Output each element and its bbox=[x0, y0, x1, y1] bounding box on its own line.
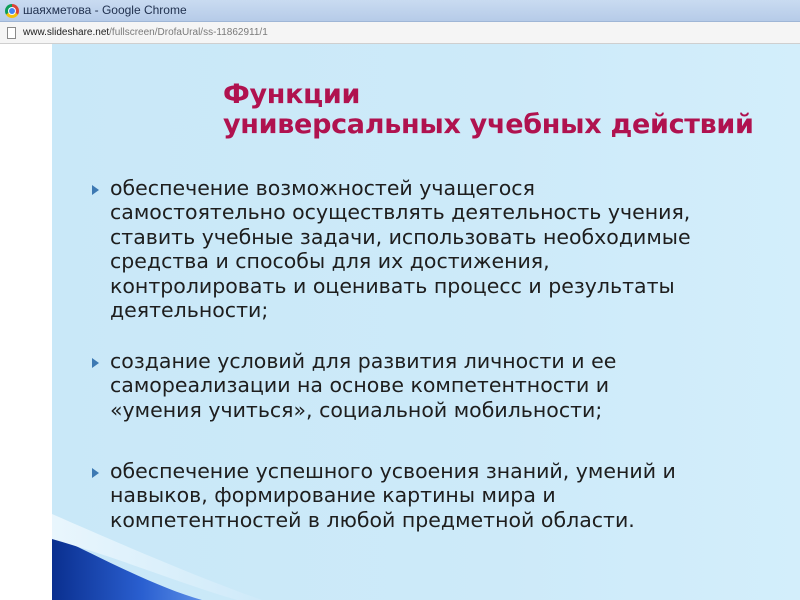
bullet-line: компетентностей в любой предметной области. bbox=[110, 507, 635, 532]
bullet-line: деятельности; bbox=[110, 298, 269, 323]
page-icon bbox=[7, 27, 16, 39]
slide-title bbox=[223, 80, 783, 140]
slide-title-line: универсальных учебных действий bbox=[223, 109, 754, 140]
url-text[interactable] bbox=[23, 27, 268, 38]
bullet-arrow-icon bbox=[92, 358, 99, 368]
bullet-line: средства и способы для их достижения, bbox=[110, 249, 550, 274]
bullet-line: создание условий для развития личности и ее bbox=[110, 349, 617, 373]
bullet-line: обеспечение возможностей учащегося bbox=[110, 176, 535, 200]
bullet-text bbox=[110, 176, 790, 322]
slide-title-line: Функции bbox=[223, 79, 361, 110]
bullet-arrow-icon bbox=[92, 468, 99, 478]
address-bar[interactable] bbox=[0, 22, 800, 44]
url-domain: www.slideshare.net bbox=[23, 27, 110, 38]
bullet-text bbox=[110, 349, 790, 422]
bullet-line: навыков, формирование картины мира и bbox=[110, 483, 556, 508]
chrome-icon bbox=[5, 4, 19, 18]
bullet-line: самореализации на основе компетентности и bbox=[110, 373, 610, 398]
window-titlebar bbox=[0, 0, 800, 22]
bullet-line: обеспечение успешного усвоения знаний, умений и bbox=[110, 459, 676, 483]
bullet-text bbox=[110, 459, 790, 532]
presentation-slide[interactable] bbox=[52, 44, 800, 600]
bullet-line: «умения учиться», социальной мобильности; bbox=[110, 397, 603, 422]
bullet-arrow-icon bbox=[92, 185, 99, 195]
url-path: /fullscreen/DrofaUral/ss-11862911/1 bbox=[109, 27, 268, 38]
bullet-line: самостоятельно осуществлять деятельность учения, bbox=[110, 200, 691, 225]
page-viewport bbox=[0, 44, 800, 600]
bullet-line: контролировать и оценивать процесс и результаты bbox=[110, 273, 675, 298]
window-title: шаяхметова - Google Chrome bbox=[23, 3, 187, 17]
bullet-line: ставить учебные задачи, использовать необходимые bbox=[110, 224, 691, 249]
